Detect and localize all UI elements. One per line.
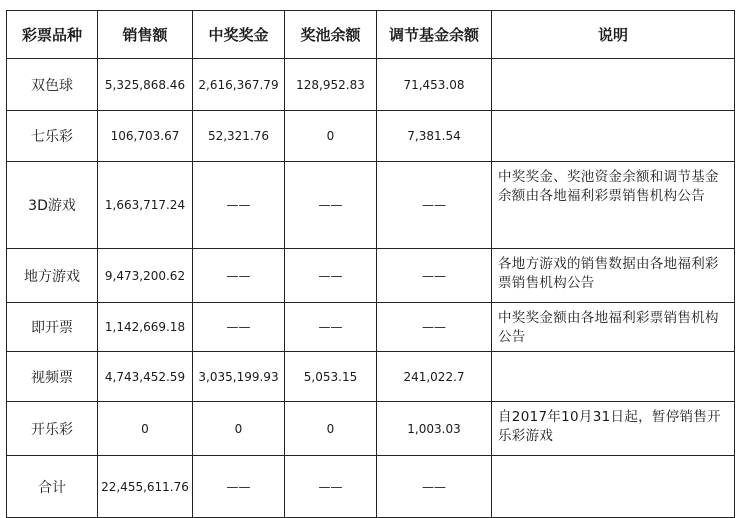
cell-note	[492, 111, 735, 162]
cell-pool: 5,053.15	[285, 352, 377, 402]
cell-sales: 9,473,200.62	[98, 249, 193, 303]
header-prize: 中奖奖金	[193, 11, 285, 59]
header-type: 彩票品种	[7, 11, 98, 59]
cell-fund: 7,381.54	[377, 111, 492, 162]
cell-sales: 4,743,452.59	[98, 352, 193, 402]
cell-note	[492, 456, 735, 518]
table-row	[7, 111, 735, 162]
cell-note	[492, 59, 735, 111]
cell-sales: 1,142,669.18	[98, 303, 193, 352]
header-note: 说明	[492, 11, 735, 59]
table-row	[7, 402, 735, 456]
cell-type: 开乐彩	[7, 402, 98, 456]
cell-pool: 0	[285, 402, 377, 456]
cell-pool: ——	[285, 162, 377, 249]
table-row	[7, 249, 735, 303]
cell-pool: 128,952.83	[285, 59, 377, 111]
cell-type: 地方游戏	[7, 249, 98, 303]
header-fund: 调节基金余额	[377, 11, 492, 59]
cell-fund: 71,453.08	[377, 59, 492, 111]
cell-pool: ——	[285, 456, 377, 518]
cell-type: 双色球	[7, 59, 98, 111]
cell-prize: ——	[193, 162, 285, 249]
cell-fund: ——	[377, 162, 492, 249]
cell-note: 中奖奖金额由各地福利彩票销售机构公告	[492, 303, 735, 352]
cell-type: 3D游戏	[7, 162, 98, 249]
cell-type: 视频票	[7, 352, 98, 402]
table-row	[7, 352, 735, 402]
lottery-sales-table	[6, 10, 735, 518]
cell-sales: 5,325,868.46	[98, 59, 193, 111]
cell-fund: ——	[377, 303, 492, 352]
cell-fund: 241,022.7	[377, 352, 492, 402]
cell-prize: 3,035,199.93	[193, 352, 285, 402]
cell-sales: 1,663,717.24	[98, 162, 193, 249]
cell-fund: ——	[377, 249, 492, 303]
cell-pool: ——	[285, 303, 377, 352]
cell-pool: 0	[285, 111, 377, 162]
cell-fund: 1,003.03	[377, 402, 492, 456]
cell-fund: ——	[377, 456, 492, 518]
cell-prize: ——	[193, 456, 285, 518]
cell-type: 七乐彩	[7, 111, 98, 162]
cell-note: 各地方游戏的销售数据由各地福利彩票销售机构公告	[492, 249, 735, 303]
cell-type: 合计	[7, 456, 98, 518]
cell-pool: ——	[285, 249, 377, 303]
table-row	[7, 303, 735, 352]
table-header-row	[7, 11, 735, 59]
cell-prize: 52,321.76	[193, 111, 285, 162]
table-row	[7, 162, 735, 249]
table-row-total	[7, 456, 735, 518]
table-row	[7, 59, 735, 111]
cell-prize: 0	[193, 402, 285, 456]
header-pool: 奖池余额	[285, 11, 377, 59]
lottery-sales-table-container	[6, 10, 735, 518]
cell-sales: 0	[98, 402, 193, 456]
header-sales: 销售额	[98, 11, 193, 59]
cell-type: 即开票	[7, 303, 98, 352]
cell-note	[492, 352, 735, 402]
cell-sales: 106,703.67	[98, 111, 193, 162]
cell-sales: 22,455,611.76	[98, 456, 193, 518]
cell-prize: ——	[193, 303, 285, 352]
cell-note: 自2017年10月31日起，暂停销售开乐彩游戏	[492, 402, 735, 456]
cell-prize: ——	[193, 249, 285, 303]
cell-prize: 2,616,367.79	[193, 59, 285, 111]
cell-note: 中奖奖金、奖池资金余额和调节基金余额由各地福利彩票销售机构公告	[492, 162, 735, 249]
